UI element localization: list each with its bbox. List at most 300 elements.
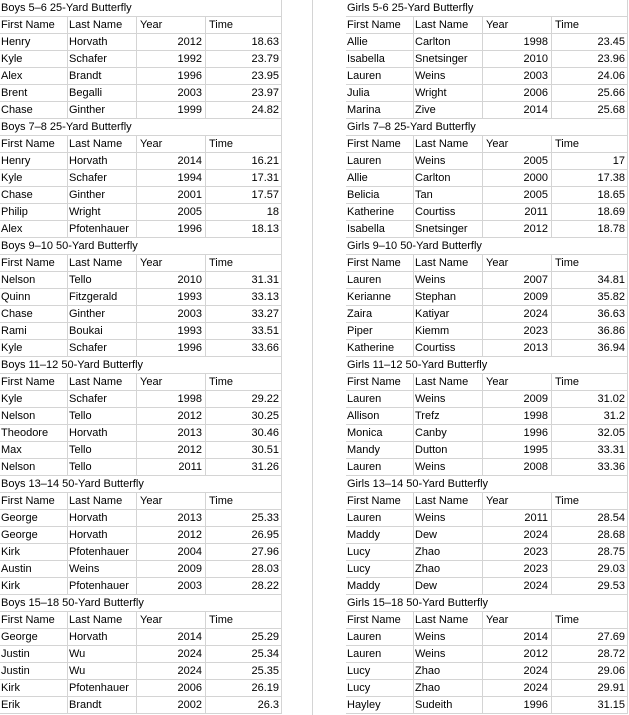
- time-cell[interactable]: 23.96: [597, 53, 625, 65]
- last-name-cell[interactable]: Fitzgerald: [69, 291, 118, 303]
- year-cell[interactable]: 2011: [178, 461, 202, 473]
- last-name-cell[interactable]: Horvath: [69, 427, 108, 439]
- last-name-cell[interactable]: Tello: [69, 274, 92, 286]
- header-year[interactable]: Year: [486, 257, 509, 269]
- year-cell[interactable]: 2005: [523, 189, 548, 201]
- year-cell[interactable]: 1996: [523, 427, 548, 439]
- first-name-cell[interactable]: Henry: [1, 36, 31, 48]
- time-cell[interactable]: 17.31: [251, 172, 279, 184]
- last-name-cell[interactable]: Weins: [415, 648, 446, 660]
- last-name-cell[interactable]: Courtiss: [415, 206, 456, 218]
- header-last-name[interactable]: Last Name: [415, 495, 469, 507]
- last-name-cell[interactable]: Trefz: [415, 410, 440, 422]
- last-name-cell[interactable]: Canby: [415, 427, 447, 439]
- first-name-cell[interactable]: Henry: [1, 155, 31, 167]
- year-cell[interactable]: 2024: [177, 665, 202, 677]
- year-cell[interactable]: 2013: [523, 342, 548, 354]
- first-name-cell[interactable]: George: [1, 529, 38, 541]
- time-cell[interactable]: 35.82: [597, 291, 625, 303]
- header-last-name[interactable]: Last Name: [415, 376, 469, 388]
- first-name-cell[interactable]: Kirk: [1, 580, 20, 592]
- header-time[interactable]: Time: [209, 495, 234, 507]
- year-cell[interactable]: 2000: [523, 172, 548, 184]
- time-cell[interactable]: 16.21: [251, 155, 279, 167]
- header-last-name[interactable]: Last Name: [415, 614, 469, 626]
- year-cell[interactable]: 2001: [177, 189, 202, 201]
- time-cell[interactable]: 26.3: [257, 699, 279, 711]
- last-name-cell[interactable]: Horvath: [69, 36, 108, 48]
- section-title[interactable]: Girls 11–12 50-Yard Butterfly: [347, 359, 488, 371]
- time-cell[interactable]: 29.22: [251, 393, 279, 405]
- year-cell[interactable]: 2003: [177, 87, 202, 99]
- year-cell[interactable]: 2014: [177, 155, 202, 167]
- last-name-cell[interactable]: Horvath: [69, 529, 108, 541]
- header-year[interactable]: Year: [140, 138, 163, 150]
- first-name-cell[interactable]: Zaira: [347, 308, 373, 320]
- time-cell[interactable]: 29.06: [597, 665, 625, 677]
- last-name-cell[interactable]: Snetsinger: [415, 223, 468, 235]
- time-cell[interactable]: 25.34: [251, 648, 279, 660]
- first-name-cell[interactable]: Lauren: [347, 274, 382, 286]
- year-cell[interactable]: 2004: [177, 546, 202, 558]
- first-name-cell[interactable]: Maddy: [347, 529, 381, 541]
- year-cell[interactable]: 1995: [523, 444, 548, 456]
- time-cell[interactable]: 18: [266, 206, 279, 218]
- first-name-cell[interactable]: Chase: [1, 189, 33, 201]
- header-year[interactable]: Year: [486, 376, 509, 388]
- first-name-cell[interactable]: Katherine: [347, 342, 395, 354]
- first-name-cell[interactable]: Austin: [1, 563, 32, 575]
- year-cell[interactable]: 2009: [523, 393, 548, 405]
- year-cell[interactable]: 2010: [523, 53, 548, 65]
- first-name-cell[interactable]: Chase: [1, 104, 33, 116]
- time-cell[interactable]: 33.13: [251, 291, 279, 303]
- header-first-name[interactable]: First Name: [347, 257, 401, 269]
- last-name-cell[interactable]: Carlton: [415, 36, 451, 48]
- time-cell[interactable]: 33.36: [597, 461, 625, 473]
- year-cell[interactable]: 1996: [177, 223, 202, 235]
- first-name-cell[interactable]: Alex: [1, 70, 23, 82]
- time-cell[interactable]: 31.15: [597, 699, 625, 711]
- last-name-cell[interactable]: Stephan: [415, 291, 456, 303]
- last-name-cell[interactable]: Pfotenhauer: [69, 682, 129, 694]
- last-name-cell[interactable]: Wright: [415, 87, 447, 99]
- last-name-cell[interactable]: Tello: [69, 410, 92, 422]
- last-name-cell[interactable]: Brandt: [69, 699, 102, 711]
- time-cell[interactable]: 28.22: [251, 580, 279, 592]
- first-name-cell[interactable]: Kyle: [1, 53, 23, 65]
- time-cell[interactable]: 25.66: [597, 87, 625, 99]
- header-time[interactable]: Time: [555, 138, 580, 150]
- time-cell[interactable]: 27.69: [597, 631, 625, 643]
- first-name-cell[interactable]: Belicia: [347, 189, 380, 201]
- header-first-name[interactable]: First Name: [1, 495, 55, 507]
- time-cell[interactable]: 33.31: [597, 444, 625, 456]
- year-cell[interactable]: 1993: [177, 291, 202, 303]
- first-name-cell[interactable]: Marina: [347, 104, 381, 116]
- year-cell[interactable]: 2014: [177, 631, 202, 643]
- first-name-cell[interactable]: Alex: [1, 223, 23, 235]
- year-cell[interactable]: 2014: [523, 631, 548, 643]
- time-cell[interactable]: 18.13: [251, 223, 279, 235]
- year-cell[interactable]: 2023: [523, 325, 548, 337]
- time-cell[interactable]: 23.95: [251, 70, 279, 82]
- first-name-cell[interactable]: Katherine: [347, 206, 395, 218]
- last-name-cell[interactable]: Pfotenhauer: [69, 580, 129, 592]
- time-cell[interactable]: 17.38: [597, 172, 625, 184]
- first-name-cell[interactable]: Lucy: [347, 563, 371, 575]
- time-cell[interactable]: 28.68: [597, 529, 625, 541]
- last-name-cell[interactable]: Schafer: [69, 172, 107, 184]
- first-name-cell[interactable]: Nelson: [1, 461, 36, 473]
- last-name-cell[interactable]: Dew: [415, 529, 438, 541]
- header-first-name[interactable]: First Name: [1, 257, 55, 269]
- header-last-name[interactable]: Last Name: [415, 19, 469, 31]
- last-name-cell[interactable]: Horvath: [69, 631, 108, 643]
- time-cell[interactable]: 17: [612, 155, 625, 167]
- last-name-cell[interactable]: Schafer: [69, 53, 107, 65]
- time-cell[interactable]: 31.2: [603, 410, 625, 422]
- header-last-name[interactable]: Last Name: [415, 257, 469, 269]
- year-cell[interactable]: 2006: [177, 682, 202, 694]
- first-name-cell[interactable]: Justin: [1, 665, 30, 677]
- header-year[interactable]: Year: [140, 614, 163, 626]
- year-cell[interactable]: 2012: [177, 410, 202, 422]
- time-cell[interactable]: 26.19: [251, 682, 279, 694]
- year-cell[interactable]: 1998: [177, 393, 202, 405]
- year-cell[interactable]: 1996: [177, 70, 202, 82]
- header-last-name[interactable]: Last Name: [69, 614, 123, 626]
- first-name-cell[interactable]: Philip: [1, 206, 28, 218]
- section-title[interactable]: Girls 15–18 50-Yard Butterfly: [347, 597, 489, 609]
- first-name-cell[interactable]: Julia: [347, 87, 370, 99]
- last-name-cell[interactable]: Kiemm: [415, 325, 450, 337]
- header-time[interactable]: Time: [555, 19, 580, 31]
- last-name-cell[interactable]: Tello: [69, 461, 92, 473]
- first-name-cell[interactable]: Brent: [1, 87, 28, 99]
- year-cell[interactable]: 2024: [523, 529, 548, 541]
- time-cell[interactable]: 24.82: [251, 104, 279, 116]
- header-time[interactable]: Time: [209, 19, 234, 31]
- header-year[interactable]: Year: [140, 376, 163, 388]
- time-cell[interactable]: 24.06: [597, 70, 625, 82]
- last-name-cell[interactable]: Schafer: [69, 342, 107, 354]
- time-cell[interactable]: 23.79: [251, 53, 279, 65]
- year-cell[interactable]: 1999: [177, 104, 202, 116]
- header-last-name[interactable]: Last Name: [69, 19, 123, 31]
- year-cell[interactable]: 1996: [177, 342, 202, 354]
- last-name-cell[interactable]: Zhao: [415, 665, 441, 677]
- first-name-cell[interactable]: Lauren: [347, 648, 382, 660]
- year-cell[interactable]: 1996: [523, 699, 548, 711]
- year-cell[interactable]: 2013: [177, 427, 202, 439]
- last-name-cell[interactable]: Snetsinger: [415, 53, 468, 65]
- year-cell[interactable]: 1992: [177, 53, 202, 65]
- time-cell[interactable]: 25.33: [251, 512, 279, 524]
- year-cell[interactable]: 2024: [523, 665, 548, 677]
- header-time[interactable]: Time: [555, 257, 580, 269]
- last-name-cell[interactable]: Brandt: [69, 70, 102, 82]
- time-cell[interactable]: 31.02: [597, 393, 625, 405]
- first-name-cell[interactable]: Nelson: [1, 410, 36, 422]
- time-cell[interactable]: 34.81: [597, 274, 625, 286]
- header-year[interactable]: Year: [140, 257, 163, 269]
- year-cell[interactable]: 2012: [523, 648, 548, 660]
- first-name-cell[interactable]: Kirk: [1, 546, 20, 558]
- time-cell[interactable]: 31.31: [251, 274, 279, 286]
- year-cell[interactable]: 2024: [523, 308, 548, 320]
- header-time[interactable]: Time: [209, 138, 234, 150]
- last-name-cell[interactable]: Weins: [415, 631, 446, 643]
- year-cell[interactable]: 2008: [523, 461, 548, 473]
- time-cell[interactable]: 28.72: [597, 648, 625, 660]
- last-name-cell[interactable]: Tan: [415, 189, 433, 201]
- last-name-cell[interactable]: Sudeith: [415, 699, 453, 711]
- first-name-cell[interactable]: Lucy: [347, 665, 371, 677]
- section-title[interactable]: Boys 11–12 50-Yard Butterfly: [1, 359, 144, 371]
- header-year[interactable]: Year: [486, 138, 509, 150]
- header-time[interactable]: Time: [555, 376, 580, 388]
- first-name-cell[interactable]: Justin: [1, 648, 30, 660]
- first-name-cell[interactable]: Kirk: [1, 682, 20, 694]
- first-name-cell[interactable]: Kyle: [1, 342, 23, 354]
- time-cell[interactable]: 18.65: [597, 189, 625, 201]
- year-cell[interactable]: 2012: [523, 223, 548, 235]
- last-name-cell[interactable]: Horvath: [69, 512, 108, 524]
- section-title[interactable]: Boys 9–10 50-Yard Butterfly: [1, 240, 138, 252]
- header-first-name[interactable]: First Name: [1, 614, 55, 626]
- year-cell[interactable]: 2024: [523, 682, 548, 694]
- first-name-cell[interactable]: Erik: [1, 699, 20, 711]
- time-cell[interactable]: 29.91: [597, 682, 625, 694]
- time-cell[interactable]: 23.45: [597, 36, 625, 48]
- first-name-cell[interactable]: Isabella: [347, 53, 385, 65]
- time-cell[interactable]: 30.46: [251, 427, 279, 439]
- header-last-name[interactable]: Last Name: [69, 138, 123, 150]
- header-last-name[interactable]: Last Name: [415, 138, 469, 150]
- section-title[interactable]: Girls 7–8 25-Yard Butterfly: [347, 121, 476, 133]
- header-time[interactable]: Time: [555, 614, 580, 626]
- first-name-cell[interactable]: Nelson: [1, 274, 36, 286]
- time-cell[interactable]: 32.05: [597, 427, 625, 439]
- header-last-name[interactable]: Last Name: [69, 257, 123, 269]
- header-time[interactable]: Time: [209, 614, 234, 626]
- last-name-cell[interactable]: Weins: [415, 512, 446, 524]
- year-cell[interactable]: 2003: [177, 308, 202, 320]
- time-cell[interactable]: 29.53: [597, 580, 625, 592]
- year-cell[interactable]: 2024: [177, 648, 202, 660]
- first-name-cell[interactable]: Hayley: [347, 699, 381, 711]
- year-cell[interactable]: 1998: [523, 36, 548, 48]
- last-name-cell[interactable]: Horvath: [69, 155, 108, 167]
- first-name-cell[interactable]: Rami: [1, 325, 27, 337]
- time-cell[interactable]: 26.95: [251, 529, 279, 541]
- time-cell[interactable]: 18.69: [597, 206, 625, 218]
- year-cell[interactable]: 2010: [177, 274, 202, 286]
- time-cell[interactable]: 36.94: [597, 342, 625, 354]
- year-cell[interactable]: 2003: [523, 70, 548, 82]
- section-title[interactable]: Girls 13–14 50-Yard Butterfly: [347, 478, 489, 490]
- first-name-cell[interactable]: Allison: [347, 410, 380, 422]
- year-cell[interactable]: 2024: [523, 580, 548, 592]
- first-name-cell[interactable]: Lauren: [347, 70, 382, 82]
- last-name-cell[interactable]: Dew: [415, 580, 438, 592]
- time-cell[interactable]: 36.86: [597, 325, 625, 337]
- header-year[interactable]: Year: [140, 19, 163, 31]
- header-first-name[interactable]: First Name: [347, 376, 401, 388]
- last-name-cell[interactable]: Begalli: [69, 87, 103, 99]
- last-name-cell[interactable]: Pfotenhauer: [69, 546, 129, 558]
- first-name-cell[interactable]: Lucy: [347, 682, 371, 694]
- year-cell[interactable]: 2003: [177, 580, 202, 592]
- first-name-cell[interactable]: Lauren: [347, 512, 382, 524]
- last-name-cell[interactable]: Zhao: [415, 546, 441, 558]
- first-name-cell[interactable]: Kyle: [1, 393, 23, 405]
- header-first-name[interactable]: First Name: [347, 138, 401, 150]
- last-name-cell[interactable]: Schafer: [69, 393, 107, 405]
- year-cell[interactable]: 2023: [523, 546, 548, 558]
- last-name-cell[interactable]: Zhao: [415, 682, 441, 694]
- year-cell[interactable]: 2009: [177, 563, 202, 575]
- time-cell[interactable]: 36.63: [597, 308, 625, 320]
- time-cell[interactable]: 28.03: [251, 563, 279, 575]
- header-first-name[interactable]: First Name: [1, 138, 55, 150]
- time-cell[interactable]: 28.75: [597, 546, 625, 558]
- time-cell[interactable]: 23.97: [251, 87, 279, 99]
- year-cell[interactable]: 2009: [523, 291, 548, 303]
- first-name-cell[interactable]: Kyle: [1, 172, 23, 184]
- last-name-cell[interactable]: Ginther: [69, 189, 106, 201]
- first-name-cell[interactable]: Kerianne: [347, 291, 392, 303]
- time-cell[interactable]: 18.63: [251, 36, 279, 48]
- year-cell[interactable]: 2014: [523, 104, 548, 116]
- last-name-cell[interactable]: Weins: [415, 155, 446, 167]
- year-cell[interactable]: 2013: [177, 512, 202, 524]
- first-name-cell[interactable]: Isabella: [347, 223, 385, 235]
- time-cell[interactable]: 31.26: [251, 461, 279, 473]
- last-name-cell[interactable]: Zhao: [415, 563, 441, 575]
- time-cell[interactable]: 27.96: [251, 546, 279, 558]
- first-name-cell[interactable]: Maddy: [347, 580, 381, 592]
- last-name-cell[interactable]: Carlton: [415, 172, 451, 184]
- year-cell[interactable]: 2012: [177, 36, 202, 48]
- first-name-cell[interactable]: George: [1, 512, 38, 524]
- header-first-name[interactable]: First Name: [1, 19, 55, 31]
- year-cell[interactable]: 2011: [524, 206, 548, 218]
- header-year[interactable]: Year: [486, 614, 509, 626]
- last-name-cell[interactable]: Boukai: [69, 325, 103, 337]
- time-cell[interactable]: 33.27: [251, 308, 279, 320]
- header-first-name[interactable]: First Name: [1, 376, 55, 388]
- last-name-cell[interactable]: Courtiss: [415, 342, 456, 354]
- header-year[interactable]: Year: [486, 495, 509, 507]
- first-name-cell[interactable]: Lauren: [347, 155, 382, 167]
- first-name-cell[interactable]: Monica: [347, 427, 383, 439]
- header-time[interactable]: Time: [209, 376, 234, 388]
- last-name-cell[interactable]: Wu: [69, 665, 86, 677]
- year-cell[interactable]: 1998: [523, 410, 548, 422]
- year-cell[interactable]: 2007: [523, 274, 548, 286]
- first-name-cell[interactable]: Allie: [347, 36, 368, 48]
- section-title[interactable]: Girls 9–10 50-Yard Butterfly: [347, 240, 482, 252]
- time-cell[interactable]: 28.54: [597, 512, 625, 524]
- last-name-cell[interactable]: Wu: [69, 648, 86, 660]
- first-name-cell[interactable]: Max: [1, 444, 22, 456]
- first-name-cell[interactable]: Lauren: [347, 631, 382, 643]
- first-name-cell[interactable]: Lauren: [347, 393, 382, 405]
- last-name-cell[interactable]: Tello: [69, 444, 92, 456]
- section-title[interactable]: Boys 13–14 50-Yard Butterfly: [1, 478, 144, 490]
- first-name-cell[interactable]: Mandy: [347, 444, 381, 456]
- time-cell[interactable]: 30.25: [251, 410, 279, 422]
- time-cell[interactable]: 33.51: [251, 325, 279, 337]
- year-cell[interactable]: 2012: [177, 529, 202, 541]
- header-first-name[interactable]: First Name: [347, 495, 401, 507]
- section-title[interactable]: Girls 5-6 25-Yard Butterfly: [347, 2, 474, 14]
- year-cell[interactable]: 2002: [177, 699, 202, 711]
- first-name-cell[interactable]: Allie: [347, 172, 368, 184]
- section-title[interactable]: Boys 7–8 25-Yard Butterfly: [1, 121, 132, 133]
- header-last-name[interactable]: Last Name: [69, 495, 123, 507]
- last-name-cell[interactable]: Weins: [69, 563, 100, 575]
- time-cell[interactable]: 17.57: [251, 189, 279, 201]
- year-cell[interactable]: 2005: [177, 206, 202, 218]
- last-name-cell[interactable]: Ginther: [69, 104, 106, 116]
- last-name-cell[interactable]: Weins: [415, 461, 446, 473]
- first-name-cell[interactable]: Lauren: [347, 461, 382, 473]
- time-cell[interactable]: 25.29: [251, 631, 279, 643]
- header-last-name[interactable]: Last Name: [69, 376, 123, 388]
- header-time[interactable]: Time: [555, 495, 580, 507]
- time-cell[interactable]: 25.35: [251, 665, 279, 677]
- last-name-cell[interactable]: Dutton: [415, 444, 448, 456]
- last-name-cell[interactable]: Katiyar: [415, 308, 450, 320]
- last-name-cell[interactable]: Pfotenhauer: [69, 223, 129, 235]
- last-name-cell[interactable]: Weins: [415, 274, 446, 286]
- year-cell[interactable]: 1993: [177, 325, 202, 337]
- time-cell[interactable]: 30.51: [251, 444, 279, 456]
- last-name-cell[interactable]: Ginther: [69, 308, 106, 320]
- first-name-cell[interactable]: George: [1, 631, 38, 643]
- first-name-cell[interactable]: Lucy: [347, 546, 371, 558]
- section-title[interactable]: Boys 5–6 25-Yard Butterfly: [1, 2, 132, 14]
- first-name-cell[interactable]: Chase: [1, 308, 33, 320]
- time-cell[interactable]: 25.68: [597, 104, 625, 116]
- header-time[interactable]: Time: [209, 257, 234, 269]
- last-name-cell[interactable]: Zive: [415, 104, 436, 116]
- time-cell[interactable]: 33.66: [251, 342, 279, 354]
- last-name-cell[interactable]: Wright: [69, 206, 101, 218]
- last-name-cell[interactable]: Weins: [415, 70, 446, 82]
- year-cell[interactable]: 1994: [177, 172, 202, 184]
- year-cell[interactable]: 2006: [523, 87, 548, 99]
- year-cell[interactable]: 2012: [177, 444, 202, 456]
- last-name-cell[interactable]: Weins: [415, 393, 446, 405]
- year-cell[interactable]: 2011: [524, 512, 548, 524]
- time-cell[interactable]: 18.78: [597, 223, 625, 235]
- time-cell[interactable]: 29.03: [597, 563, 625, 575]
- year-cell[interactable]: 2005: [523, 155, 548, 167]
- header-first-name[interactable]: First Name: [347, 19, 401, 31]
- first-name-cell[interactable]: Theodore: [1, 427, 49, 439]
- first-name-cell[interactable]: Piper: [347, 325, 373, 337]
- first-name-cell[interactable]: Quinn: [1, 291, 31, 303]
- year-cell[interactable]: 2023: [523, 563, 548, 575]
- section-title[interactable]: Boys 15–18 50-Yard Butterfly: [1, 597, 144, 609]
- header-year[interactable]: Year: [486, 19, 509, 31]
- header-first-name[interactable]: First Name: [347, 614, 401, 626]
- header-year[interactable]: Year: [140, 495, 163, 507]
